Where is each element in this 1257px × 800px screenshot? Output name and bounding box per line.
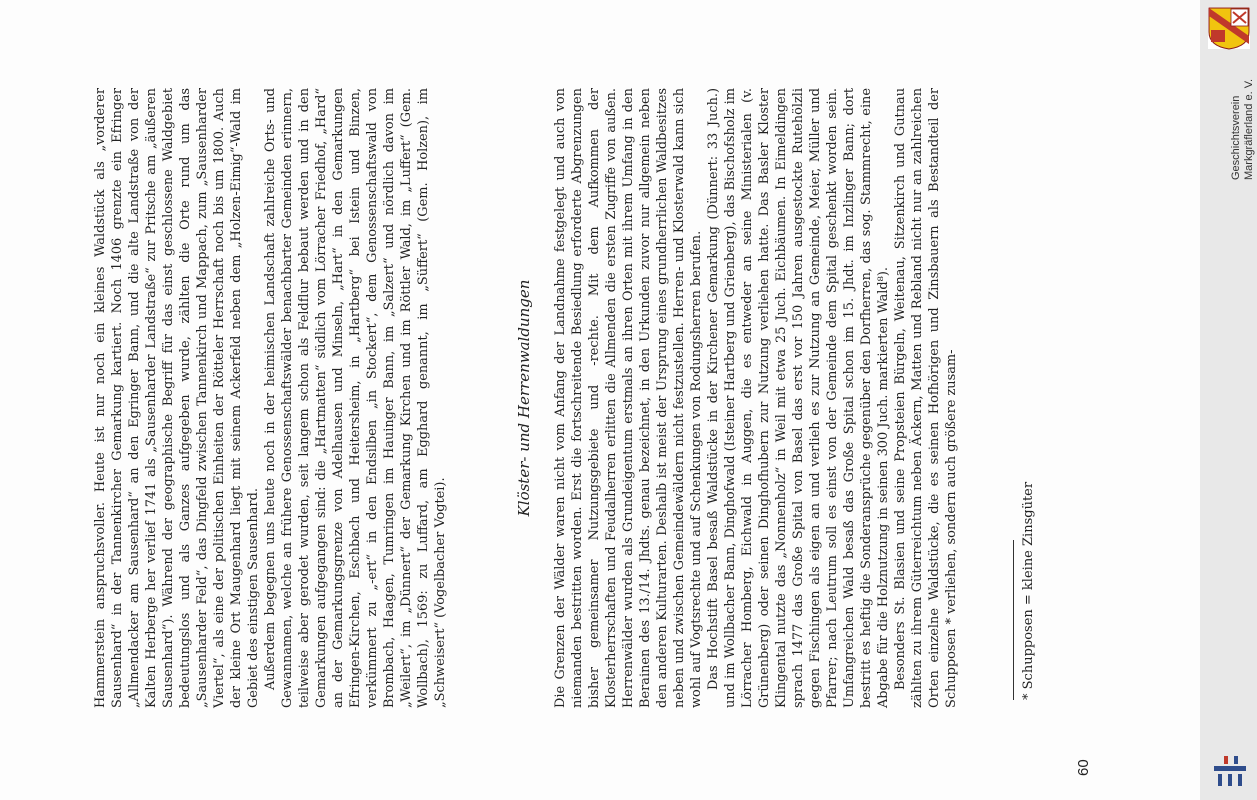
footnote: * Schupposen = kleine Zinsgüter	[1021, 481, 1036, 700]
section-heading: Klöster- und Herrenwaldungen	[515, 279, 533, 517]
publisher-sidebar	[1200, 0, 1257, 800]
ub-freiburg-logo-icon	[1210, 752, 1250, 788]
paragraph: Die Grenzen der Wälder waren nicht vom Anfang der Landnahme festgelegt und auch von niemanden bestritten worden. Erst die fortschreitende Besiedlung erforderte Abgrenzungen bisher gemeinsamer Nutzungsgebiete und -rechte. Mit dem Aufkommen der Klosterherrschaften und Feudalherren erlitten die Allmenden die ersten Zugriffe von außen. Herrenwälder wurden als Grundeigentum erstmals an ihren Orten mit ihrem Umfang in den Berainen des 13./14. Jhdts. genau bezeichnet, in den Urkunden zuvor nur allgemein neben den anderen Kulturarten. Deshalb ist meist der Ursprung eines grundherrlichen Waldbesitzes neben und zwischen Gemeindewäldern nicht festzustellen. Herren- und Klosterwald kann sich wohl auf Vogtsrechte und auf Schenkungen von Rodungsherren berufen.	[553, 88, 704, 708]
society-name-line2: Markgräflerland e. V.	[1243, 78, 1255, 180]
footnote-rule	[1013, 540, 1014, 700]
paragraph: Besonders St. Blasien und seine Propsteien Bürgeln, Weitenau, Sitzenkirch und Gutnau zählten zu ihrem Güterreichtum neben Äckern, Matten und Rebland nicht nur an zahlreichen Orten einzelne Waldstücke, die es seinen Hofhörigen und Zinsbauern als Bestandteil der Schupposen * verliehen, sondern auch größere zusam-	[893, 88, 959, 708]
society-name-line1: Geschichtsverein	[1230, 95, 1242, 180]
page-number: 60	[1075, 759, 1092, 776]
society-label	[1200, 0, 1257, 800]
coat-of-arms-icon	[1207, 6, 1251, 50]
paragraph: Das Hochstift Basel besaß Waldstücke in der Kirchener Gemarkung (Dünnert: 33 Juch.) und im Wollbacher Bann, Dinghofwald (Isteiner Hartberg und Grienberg), das Bischofsholz im Lörracher Homberg, Eichwald in Auggen, die es entweder an seine Ministerialen (v. Grünenberg) oder seinen Dinghofhubern zur Nutzung verliehen hatte. Das Basler Kloster Klingental nutzte das „Nonnenholz“ in Weil mit etwa 25 Juch. Eichbäumen. In Eimeldingen sprach 1477 das Große Spital von Basel das erst vor 150 Jahren ausgestockte Rutehölzli gegen Fischingen als eigen an und verlieh es zur Nutzung an Gemeinde, Meier, Müller und Pfarrer; nach Leutrum soll es einst von der Gemeinde dem Spital geschenkt worden sein. Umfangreichen Wald besaß das Große Spital schon im 15. Jhdt. im Inzlinger Bann; dort bestritt es heftig die Sonderansprüche gegenüber den Dorfherren, das sog. Stammrecht, eine Abgabe für die Holznutzung in seinen 300 Juch. markierten Wald⁸).	[706, 88, 891, 708]
text-block-top	[92, 88, 449, 708]
text-block-bottom	[552, 88, 960, 708]
paragraph: Außerdem begegnen uns heute noch in der heimischen Landschaft zahlreiche Orts- und Gewannamen, welche an frühere Genossenschaftswälder benachbarter Gemeinden erinnern, teilweise aber gerodet wurden, seit langem schon als Feldflur bebaut werden und in den Gemarkungen aufgegangen sind: die „Hartmatten“ südlich vom Lörracher Friedhof, „Hard“ an der Gemarkungsgrenze von Adelhausen und Minseln, „Hart“ in den Gemarkungen Efringen-Kirchen, Eschbach und Heitersheim, in „Hartberg“ bei Istein und Binzen, verkümmert zu „-ert“ in den Endsilben „in Stockert“, dem Genossenschaftswald von Brombach, Haagen, Tumringen im Hauinger Bann, im „Salzert“ und nördlich davon im „Weilert“, im „Dünnert“ der Gemarkung Kirchen und im Röttler Wald, im „Luffert“ (Gem. Wollbach), 1569: zu Luffard, am Egghard genannt, im „Süffert“ (Gem. Holzen), im „Schweisert“ (Vogelbacher Vogtei).	[263, 88, 448, 708]
paragraph: Hammerstein anspruchsvoller. Heute ist nur noch ein kleines Waldstück als „vorderer Sausenhard“ in der Tannenkircher Gemarkung kartiert. Noch 1406 grenzte ein Efringer „Allmendacker am Sausenhard“ an den Egringer Bann, und die alte Landstraße von der Kalten Herberge her verlief 1741 als „Sausenharder Landstraße“ zur Pritsche am „äußeren Sausenhard“). Während der geographische Begriff für das einst geschlossene Waldgebiet bedeutungslos und als Ganzes aufgegeben wurde, zählten die Orte rund um das „Sausenharder Feld“, das Dingfeld zwischen Tannenkirch und Mappach, zum „Sausenharder Viertel“, als eine der politischen Einheiten der Rötteler Herrschaft noch bis um 1800. Auch der kleine Ort Maugenhard liegt mit seinem Ackerfeld neben dem „Holzen-Eimig“-Wald im Gebiet des einstigen Sausenhard.	[93, 88, 261, 708]
